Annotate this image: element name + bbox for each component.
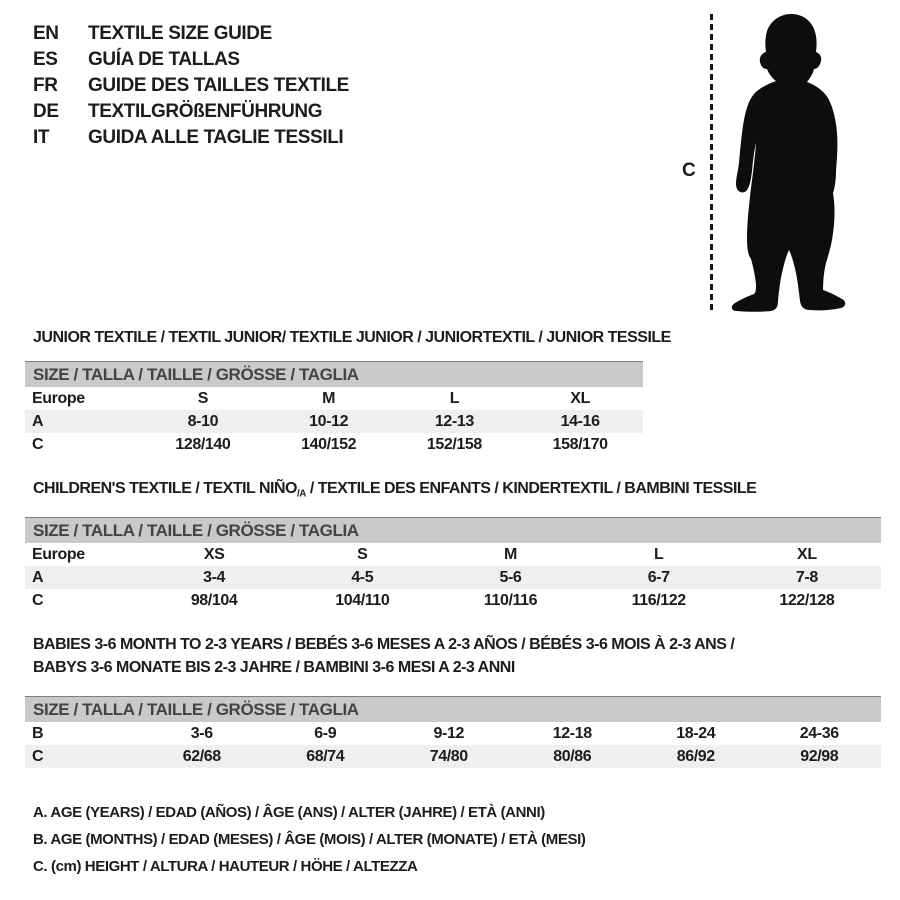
toddler-silhouette-icon xyxy=(723,12,853,312)
table-cell: 74/80 xyxy=(429,747,468,765)
table-cell: 14-16 xyxy=(560,412,600,430)
language-row xyxy=(33,73,349,99)
table-cell: 4-5 xyxy=(351,568,374,586)
language-title: GUÍA DE TALLAS xyxy=(88,49,240,70)
table-cell: 140/152 xyxy=(301,435,357,453)
language-title: GUIDA ALLE TAGLIE TESSILI xyxy=(88,127,344,148)
table-cell: XL xyxy=(797,545,817,563)
table-row xyxy=(25,433,643,456)
table-cell: 158/170 xyxy=(552,435,608,453)
size-header-bar: SIZE / TALLA / TAILLE / GRÖSSE / TAGLIA xyxy=(25,361,643,387)
table-cell: 110/116 xyxy=(483,591,538,609)
language-code: FR xyxy=(33,75,58,96)
table-cell: 128/140 xyxy=(175,435,231,453)
table-cell: 12-13 xyxy=(434,412,474,430)
table-cell: XS xyxy=(203,545,225,563)
language-row xyxy=(33,99,349,125)
table-cell: S xyxy=(197,389,209,407)
babies-size-table xyxy=(25,722,881,768)
footnote-a: A. AGE (YEARS) / EDAD (AÑOS) / ÂGE (ANS) / ALTER (JAHRE) / ETÀ (ANNI) xyxy=(33,804,545,821)
table-cell: 92/98 xyxy=(800,747,839,765)
table-cell: 68/74 xyxy=(306,747,345,765)
size-header-bar: SIZE / TALLA / TAILLE / GRÖSSE / TAGLIA xyxy=(25,696,881,722)
table-row xyxy=(25,410,643,433)
table-cell: 7-8 xyxy=(795,568,818,586)
table-row xyxy=(25,387,643,410)
junior-size-table xyxy=(25,387,643,456)
table-cell: L xyxy=(449,389,460,407)
table-cell: 24-36 xyxy=(799,724,839,742)
table-cell: 6-7 xyxy=(647,568,670,586)
footnotes xyxy=(33,799,585,880)
table-row xyxy=(25,589,881,612)
children-title-subscript: /A xyxy=(296,488,306,500)
row-label: Europe xyxy=(32,545,85,563)
table-cell: 3-4 xyxy=(203,568,226,586)
row-label: C xyxy=(32,747,44,765)
children-title-text: CHILDREN'S TEXTILE / TEXTIL NIÑO xyxy=(33,480,297,497)
table-cell: 6-9 xyxy=(314,724,337,742)
language-title: TEXTILGRÖßENFÜHRUNG xyxy=(88,101,323,122)
height-dotted-line xyxy=(710,14,713,312)
table-cell: L xyxy=(653,545,664,563)
table-cell: M xyxy=(504,545,517,563)
row-label: B xyxy=(32,724,44,742)
language-code: EN xyxy=(33,23,59,44)
height-label-c: C xyxy=(682,160,696,181)
table-cell: 80/86 xyxy=(553,747,592,765)
table-row xyxy=(25,543,881,566)
table-cell: M xyxy=(322,389,336,407)
table-cell: 98/104 xyxy=(190,591,238,609)
language-title: GUIDE DES TAILLES TEXTILE xyxy=(88,75,349,96)
size-header-bar: SIZE / TALLA / TAILLE / GRÖSSE / TAGLIA xyxy=(25,517,881,543)
babies-section-title-line1: BABIES 3-6 MONTH TO 2-3 YEARS / BEBÉS 3-6 MESES A 2-3 AÑOS / BÉBÉS 3-6 MOIS À 2-3 ANS / xyxy=(33,636,735,653)
children-section-title xyxy=(33,480,756,502)
language-code: ES xyxy=(33,49,58,70)
table-row xyxy=(25,722,881,745)
table-cell: 86/92 xyxy=(676,747,715,765)
row-label: Europe xyxy=(32,389,85,407)
table-cell: 152/158 xyxy=(426,435,482,453)
junior-section-title: JUNIOR TEXTILE / TEXTIL JUNIOR/ TEXTILE JUNIOR / JUNIORTEXTIL / JUNIOR TESSILE xyxy=(33,329,671,346)
table-cell: 104/110 xyxy=(335,591,390,609)
table-cell: 18-24 xyxy=(676,724,716,742)
language-row xyxy=(33,47,349,73)
table-cell: 9-12 xyxy=(433,724,464,742)
children-title-text: / TEXTILE DES ENFANTS / KINDERTEXTIL / BAMBINI TESSILE xyxy=(305,480,757,497)
table-cell: XL xyxy=(570,389,590,407)
table-cell: 116/122 xyxy=(631,591,686,609)
row-label: A xyxy=(32,412,44,430)
language-code: IT xyxy=(33,127,50,148)
row-label: C xyxy=(32,435,44,453)
language-title: TEXTILE SIZE GUIDE xyxy=(88,23,272,44)
footnote-b: B. AGE (MONTHS) / EDAD (MESES) / ÂGE (MOIS) / ALTER (MONATE) / ETÀ (MESI) xyxy=(33,831,586,848)
language-code: DE xyxy=(33,101,59,122)
language-title-list xyxy=(33,21,349,151)
language-row xyxy=(33,21,349,47)
language-row xyxy=(33,125,349,151)
table-cell: 8-10 xyxy=(187,412,219,430)
table-row xyxy=(25,745,881,768)
table-cell: 10-12 xyxy=(309,412,349,430)
babies-section-title-line2: BABYS 3-6 MONATE BIS 2-3 JAHRE / BAMBINI 3-6 MESI A 2-3 ANNI xyxy=(33,659,515,676)
table-cell: 5-6 xyxy=(499,568,522,586)
footnote-c: C. (cm) HEIGHT / ALTURA / HAUTEUR / HÖHE / ALTEZZA xyxy=(33,858,418,875)
table-cell: 3-6 xyxy=(190,724,213,742)
row-label: A xyxy=(32,568,44,586)
row-label: C xyxy=(32,591,44,609)
table-cell: S xyxy=(357,545,368,563)
table-cell: 62/68 xyxy=(182,747,221,765)
table-cell: 12-18 xyxy=(552,724,592,742)
table-row xyxy=(25,566,881,589)
children-size-table xyxy=(25,543,881,612)
table-cell: 122/128 xyxy=(779,591,835,609)
